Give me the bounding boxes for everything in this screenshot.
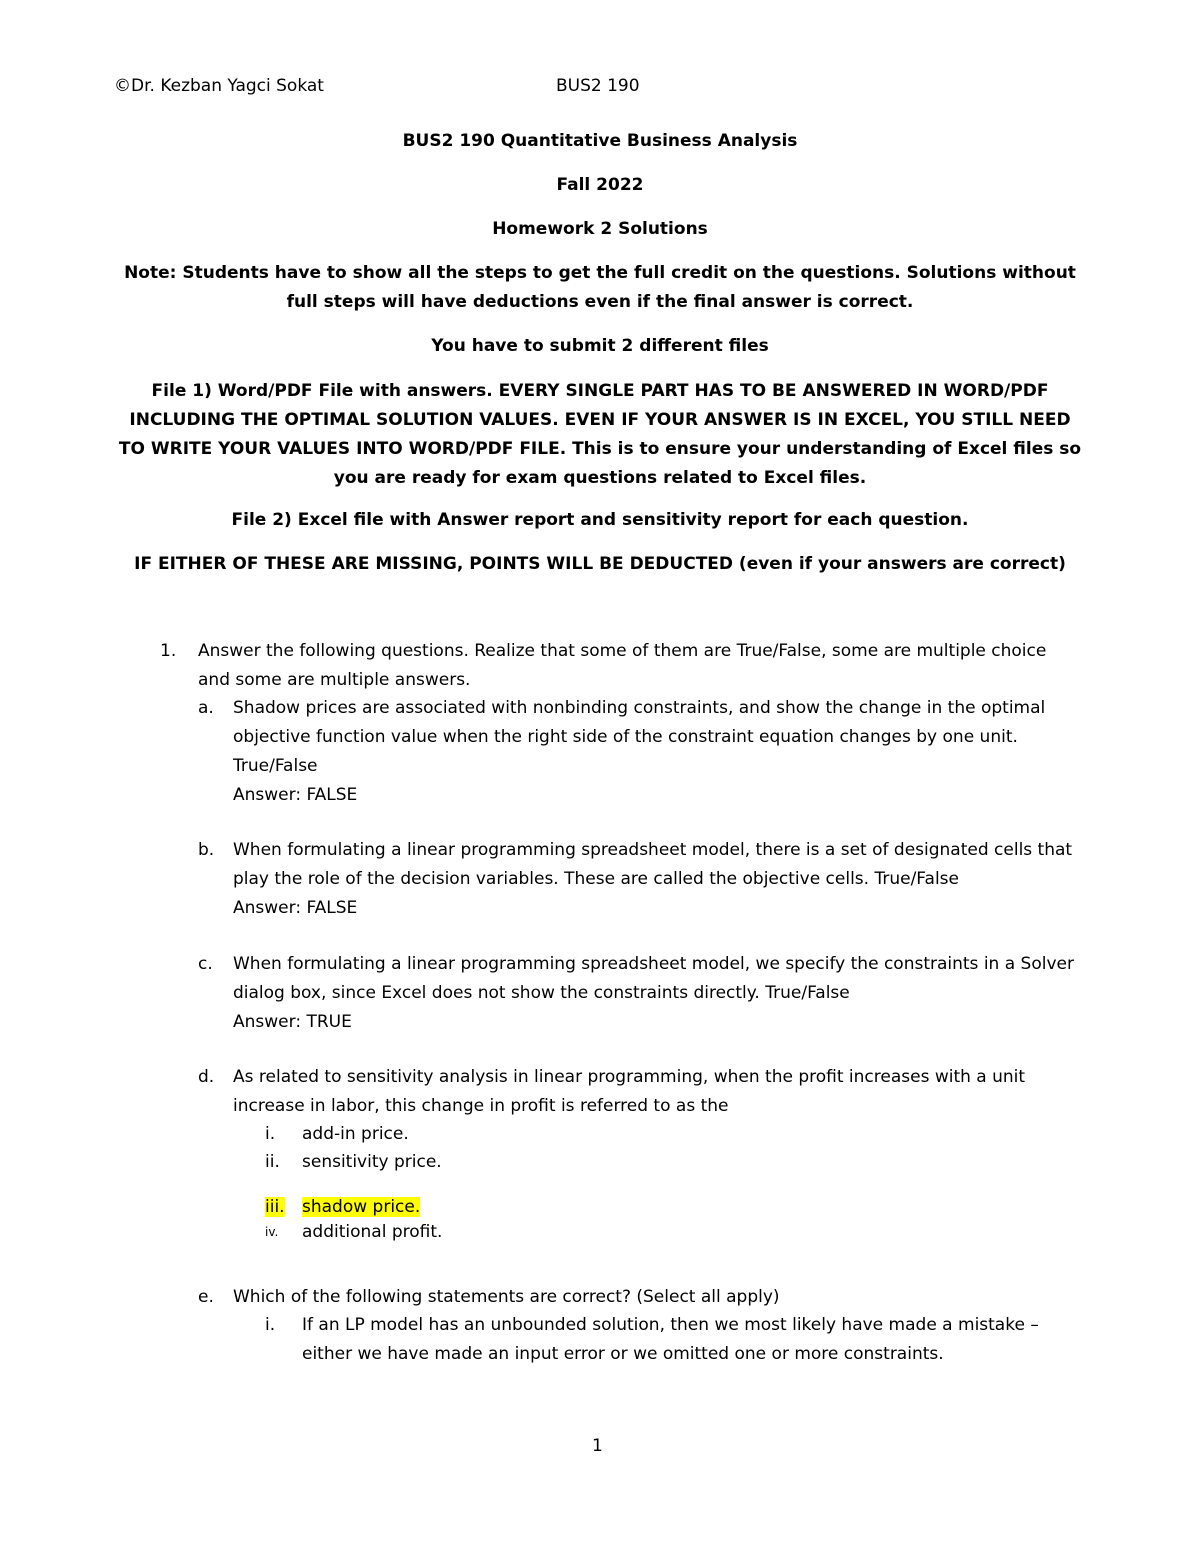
item-text: Which of the following statements are correct? (Select all apply) [233,1287,780,1307]
document-title: BUS2 190 Quantitative Business Analysis [402,131,798,151]
item-letter: a. [198,698,214,718]
header-course-code: BUS2 190 [556,76,640,96]
item-letter: e. [198,1287,214,1307]
document-subtitle: Homework 2 Solutions [492,219,708,239]
option-number: ii. [265,1152,280,1172]
header-author: ©Dr. Kezban Yagci Sokat [114,76,324,96]
option-number: i. [265,1315,276,1335]
item-text: When formulating a linear programming spreadsheet model, we specify the constraints in a Solver dialog box, since Excel does not show the constraints directly. True/False [233,954,1074,1003]
option-text-correct: shadow price. [302,1197,421,1217]
item-answer: Answer: FALSE [233,785,358,805]
option-text: additional profit. [302,1222,443,1242]
option-number: iii. [265,1197,285,1217]
document-term: Fall 2022 [556,175,644,195]
instructions-note: Note: Students have to show all the steps to get the full credit on the questions. Solutions without full steps will have deductions even if the final answer is correct. [124,263,1076,312]
option-text: If an LP model has an unbounded solution, then we most likely have made a mistake – either we have made an input error or we omitted one or more constraints. [302,1315,1039,1364]
item-text: When formulating a linear programming spreadsheet model, there is a set of designated cells that play the role of the decision variables. These are called the objective cells. True/False [233,840,1073,889]
item-text: Shadow prices are associated with nonbinding constraints, and show the change in the optimal objective function value when the right side of the constraint equation changes by one unit. [233,698,1046,747]
option-number: i. [265,1124,276,1144]
item-letter: d. [198,1067,215,1087]
item-answer: Answer: FALSE [233,898,358,918]
deduction-warning: IF EITHER OF THESE ARE MISSING, POINTS WILL BE DEDUCTED (even if your answers are correct) [134,554,1066,574]
submission-instructions: You have to submit 2 different files [431,336,769,356]
option-text: add-in price. [302,1124,409,1144]
file1-instructions: File 1) Word/PDF File with answers. EVERY SINGLE PART HAS TO BE ANSWERED IN WORD/PDF INCLUDING THE OPTIMAL SOLUTION VALUES. EVEN IF YOUR ANSWER IS IN EXCEL, YOU STILL NEED TO WRITE YOUR VALUES INTO WORD/PDF FILE. This is to ensure your understanding of Excel files so you are ready for exam questions related to Excel files. [118,381,1082,488]
item-letter: b. [198,840,215,860]
item-letter: c. [198,954,213,974]
option-number: iv. [265,1225,279,1239]
item-answer: Answer: TRUE [233,1012,352,1032]
page-number: 1 [592,1436,603,1456]
option-text: sensitivity price. [302,1152,442,1172]
item-type: True/False [233,756,318,776]
question-text: Answer the following questions. Realize that some of them are True/False, some are multiple choice and some are multiple answers. [198,641,1047,690]
file2-instructions: File 2) Excel file with Answer report and sensitivity report for each question. [231,510,969,530]
question-number: 1. [160,641,177,661]
item-text: As related to sensitivity analysis in linear programming, when the profit increases with a unit increase in labor, this change in profit is referred to as the [233,1067,1026,1116]
